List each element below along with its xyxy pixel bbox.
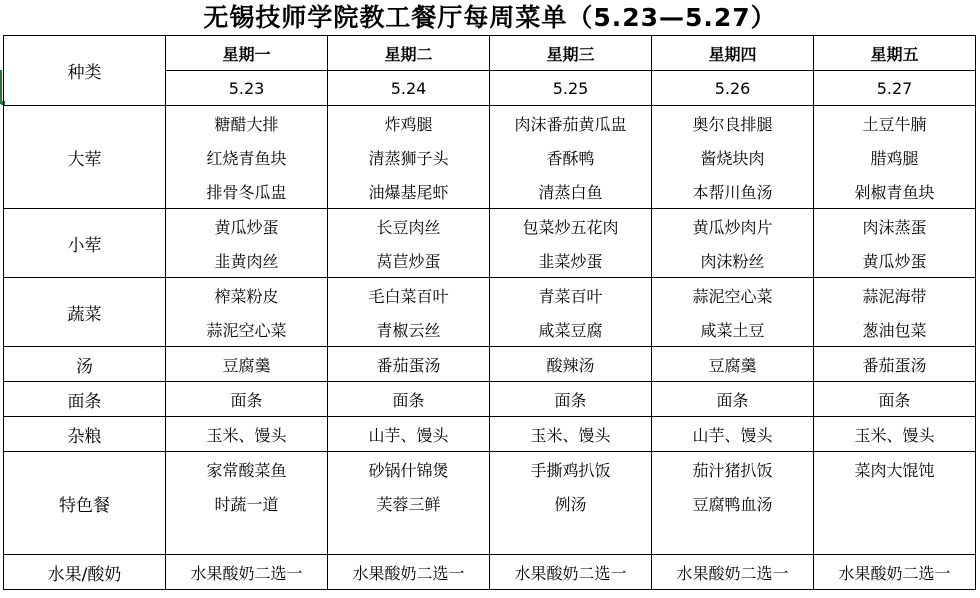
weekly-menu-table: [3, 35, 976, 590]
dish-cell[interactable]: 肉沫粉丝: [652, 243, 814, 278]
category-cell[interactable]: 大荤: [4, 106, 166, 209]
day-header-cell[interactable]: 星期二: [328, 36, 490, 71]
menu-row: [4, 347, 976, 382]
dish-cell[interactable]: 糖醋大排: [166, 106, 328, 141]
dish-cell[interactable]: 青椒云丝: [328, 312, 490, 347]
date-header-cell[interactable]: 5.23: [166, 71, 328, 106]
dish-cell[interactable]: 咸菜豆腐: [490, 312, 652, 347]
menu-row: [4, 209, 976, 244]
day-header-cell[interactable]: 星期四: [652, 36, 814, 71]
menu-row: [4, 555, 976, 590]
dish-cell[interactable]: 清蒸狮子头: [328, 140, 490, 174]
dish-cell[interactable]: [814, 486, 976, 520]
dish-cell[interactable]: 清蒸白鱼: [490, 174, 652, 209]
menu-row: [4, 106, 976, 141]
dish-cell[interactable]: 菜肉大馄饨: [814, 452, 976, 487]
dish-cell[interactable]: 韭菜炒蛋: [490, 243, 652, 278]
dish-cell[interactable]: 水果酸奶二选一: [814, 555, 976, 590]
dish-cell[interactable]: 咸菜土豆: [652, 312, 814, 347]
dish-cell[interactable]: [328, 520, 490, 555]
dish-cell[interactable]: 酱烧块肉: [652, 140, 814, 174]
dish-cell[interactable]: [814, 520, 976, 555]
dish-cell[interactable]: 水果酸奶二选一: [166, 555, 328, 590]
menu-row: [4, 382, 976, 417]
dish-cell[interactable]: 芙蓉三鲜: [328, 486, 490, 520]
category-header-cell[interactable]: 种类: [4, 36, 166, 106]
dish-cell[interactable]: 本帮川鱼汤: [652, 174, 814, 209]
dish-cell[interactable]: 水果酸奶二选一: [652, 555, 814, 590]
dish-cell[interactable]: 毛白菜百叶: [328, 278, 490, 313]
date-header-cell[interactable]: 5.26: [652, 71, 814, 106]
dish-cell[interactable]: 红烧青鱼块: [166, 140, 328, 174]
dish-cell[interactable]: 榨菜粉皮: [166, 278, 328, 313]
menu-row: [4, 452, 976, 487]
dish-cell[interactable]: 砂锅什锦煲: [328, 452, 490, 487]
dish-cell[interactable]: 家常酸菜鱼: [166, 452, 328, 487]
category-cell[interactable]: 杂粮: [4, 417, 166, 452]
dish-cell[interactable]: [652, 520, 814, 555]
dish-cell[interactable]: 玉米、馒头: [166, 417, 328, 452]
dish-cell[interactable]: 水果酸奶二选一: [490, 555, 652, 590]
menu-row: [4, 278, 976, 313]
dish-cell[interactable]: 豆腐羹: [166, 347, 328, 382]
dish-cell[interactable]: 黄瓜炒蛋: [814, 243, 976, 278]
dish-cell[interactable]: 玉米、馒头: [814, 417, 976, 452]
dish-cell[interactable]: 蒜泥空心菜: [652, 278, 814, 313]
category-cell[interactable]: 水果/酸奶: [4, 555, 166, 590]
dish-cell[interactable]: [166, 520, 328, 555]
dish-cell[interactable]: 炸鸡腿: [328, 106, 490, 141]
dish-cell[interactable]: 奥尔良排腿: [652, 106, 814, 141]
dish-cell[interactable]: 番茄蛋汤: [328, 347, 490, 382]
menu-row: [4, 417, 976, 452]
dish-cell[interactable]: 蒜泥海带: [814, 278, 976, 313]
dish-cell[interactable]: 长豆肉丝: [328, 209, 490, 244]
category-cell[interactable]: 面条: [4, 382, 166, 417]
menu-title: 无锡技师学院教工餐厅每周菜单（5.23—5.27）: [203, 3, 777, 32]
dish-cell[interactable]: 面条: [166, 382, 328, 417]
date-header-cell[interactable]: 5.24: [328, 71, 490, 106]
dish-cell[interactable]: 腊鸡腿: [814, 140, 976, 174]
day-header-cell[interactable]: 星期五: [814, 36, 976, 71]
dish-cell[interactable]: 面条: [814, 382, 976, 417]
dish-cell[interactable]: 肉沫番茄黄瓜盅: [490, 106, 652, 141]
dish-cell[interactable]: 手撕鸡扒饭: [490, 452, 652, 487]
dish-cell[interactable]: [490, 520, 652, 555]
dish-cell[interactable]: 豆腐羹: [652, 347, 814, 382]
dish-cell[interactable]: 肉沫蒸蛋: [814, 209, 976, 244]
date-header-cell[interactable]: 5.27: [814, 71, 976, 106]
dish-cell[interactable]: 茄汁猪扒饭: [652, 452, 814, 487]
dish-cell[interactable]: 香酥鸭: [490, 140, 652, 174]
category-cell[interactable]: 蔬菜: [4, 278, 166, 347]
dish-cell[interactable]: 山芋、馒头: [652, 417, 814, 452]
day-header-cell[interactable]: 星期一: [166, 36, 328, 71]
category-cell[interactable]: 特色餐: [4, 452, 166, 555]
dish-cell[interactable]: 酸辣汤: [490, 347, 652, 382]
dish-cell[interactable]: 莴苣炒蛋: [328, 243, 490, 278]
category-cell[interactable]: 小荤: [4, 209, 166, 278]
dish-cell[interactable]: 蒜泥空心菜: [166, 312, 328, 347]
dish-cell[interactable]: 包菜炒五花肉: [490, 209, 652, 244]
dish-cell[interactable]: 面条: [490, 382, 652, 417]
dish-cell[interactable]: 黄瓜炒蛋: [166, 209, 328, 244]
dish-cell[interactable]: 山芋、馒头: [328, 417, 490, 452]
dish-cell[interactable]: 剁椒青鱼块: [814, 174, 976, 209]
dish-cell[interactable]: 排骨冬瓜盅: [166, 174, 328, 209]
date-header-cell[interactable]: 5.25: [490, 71, 652, 106]
dish-cell[interactable]: 油爆基尾虾: [328, 174, 490, 209]
dish-cell[interactable]: 玉米、馒头: [490, 417, 652, 452]
category-cell[interactable]: 汤: [4, 347, 166, 382]
dish-cell[interactable]: 面条: [652, 382, 814, 417]
dish-cell[interactable]: 豆腐鸭血汤: [652, 486, 814, 520]
dish-cell[interactable]: 黄瓜炒肉片: [652, 209, 814, 244]
dish-cell[interactable]: 葱油包菜: [814, 312, 976, 347]
dish-cell[interactable]: 番茄蛋汤: [814, 347, 976, 382]
dish-cell[interactable]: 水果酸奶二选一: [328, 555, 490, 590]
dish-cell[interactable]: 时蔬一道: [166, 486, 328, 520]
dish-cell[interactable]: 面条: [328, 382, 490, 417]
dish-cell[interactable]: 青菜百叶: [490, 278, 652, 313]
dish-cell[interactable]: 韭黄肉丝: [166, 243, 328, 278]
dish-cell[interactable]: 土豆牛腩: [814, 106, 976, 141]
header-day-row: [4, 36, 976, 71]
dish-cell[interactable]: 例汤: [490, 486, 652, 520]
day-header-cell[interactable]: 星期三: [490, 36, 652, 71]
